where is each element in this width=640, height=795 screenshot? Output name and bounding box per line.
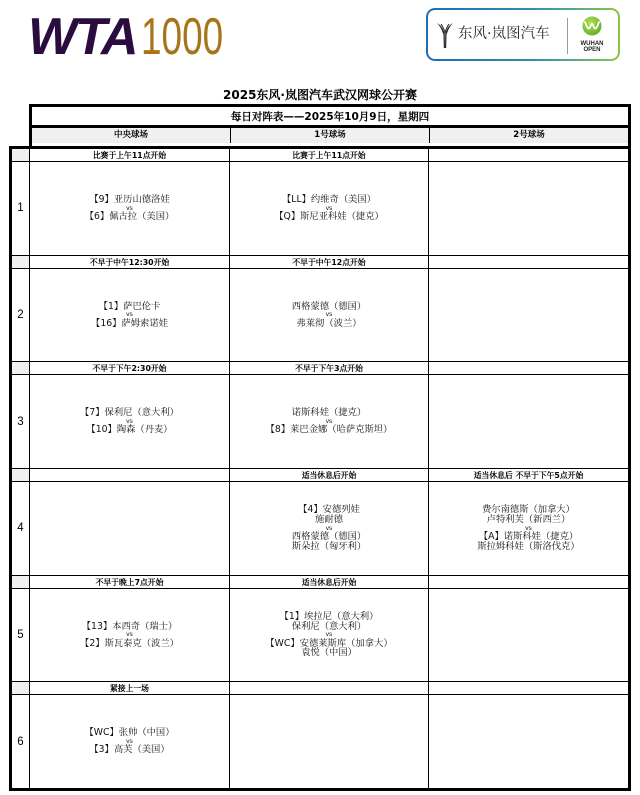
match-row — [12, 482, 628, 575]
court-header-row — [32, 128, 628, 143]
wta-tier-text: 1000 — [140, 8, 223, 66]
wuhan-open-line2: OPEN — [583, 47, 601, 53]
player-line: 西格蒙德（德国） — [291, 531, 367, 543]
player-line: 施耐德 — [315, 514, 343, 525]
match-order-number: 4 — [12, 482, 30, 575]
player-line: 【8】莱巴金娜（哈萨克斯坦） — [265, 424, 393, 436]
order-spacer-cell — [12, 256, 30, 268]
match-row — [12, 589, 628, 682]
player-line: 西格蒙德（德国） — [291, 300, 367, 312]
schedule-header — [29, 104, 631, 149]
player-line: 【13】本西奇（瑞士） — [81, 620, 178, 632]
vs-label: vs — [325, 631, 333, 639]
start-time-row — [12, 256, 628, 269]
player-line: 【9】亚历山德洛娃 — [89, 193, 170, 205]
player-line: 袁悦（中国） — [301, 647, 357, 659]
start-time-cell — [429, 362, 628, 374]
match-order-number: 5 — [12, 589, 30, 682]
order-spacer-cell — [12, 149, 30, 161]
start-time-cell — [230, 682, 429, 694]
court-header-court-2: 2号球场 — [513, 130, 545, 140]
start-time-row — [12, 469, 628, 482]
schedule-block — [12, 256, 628, 363]
start-time-row — [12, 149, 628, 162]
player-line: 斯朵拉（匈牙利） — [291, 540, 367, 552]
match-cell — [30, 375, 230, 468]
start-time-cell: 不早于中午12:30开始 — [30, 256, 230, 268]
sponsor-logo — [426, 8, 620, 61]
vs-label: vs — [126, 204, 133, 212]
match-row — [12, 695, 628, 788]
wta-1000-logo — [28, 8, 256, 66]
order-spacer-cell — [12, 576, 30, 588]
sponsor-logo-inner — [428, 10, 618, 59]
sponsor-divider — [567, 18, 568, 54]
start-time-row — [12, 682, 628, 695]
player-line: 【10】陶森（丹麦） — [86, 424, 173, 436]
match-cell — [30, 482, 230, 575]
wuhan-open-line1: WUHAN — [580, 41, 604, 47]
match-cell — [230, 695, 429, 788]
vs-label: vs — [126, 631, 133, 639]
player-line: 费尔南德斯（加拿大） — [482, 504, 575, 516]
vs-label: vs — [325, 311, 333, 319]
vs-label: vs — [126, 737, 133, 745]
vs-label: vs — [525, 524, 532, 532]
start-time-cell: 比赛于上午11点开始 — [230, 149, 429, 161]
vs-label: vs — [126, 311, 133, 319]
match-cell — [230, 482, 429, 575]
player-line: 【Q】斯尼亚科娃（捷克） — [274, 211, 384, 223]
schedule-body — [9, 146, 631, 791]
start-time-cell: 紧接上一场 — [30, 682, 230, 694]
player-line: 【2】斯瓦泰克（波兰） — [80, 637, 179, 649]
start-time-cell — [30, 469, 230, 481]
match-cell — [230, 162, 429, 255]
start-time-cell: 适当休息后 不早于下午5点开始 — [473, 471, 584, 481]
player-line: 【7】保利尼（意大利） — [80, 407, 179, 419]
start-time-row — [12, 576, 628, 589]
player-line: 斯拉姆科娃（斯洛伐克） — [477, 540, 580, 552]
voyah-y-icon — [436, 21, 454, 49]
start-time-cell: 不早于下午2:30开始 — [30, 362, 230, 374]
start-time-cell — [429, 576, 628, 588]
start-time-cell: 适当休息后开始 — [230, 576, 429, 588]
schedule-block — [12, 362, 628, 469]
player-line: 【WC】张帅（中国） — [84, 727, 175, 739]
match-cell — [429, 482, 628, 575]
tennis-ball-icon — [582, 16, 602, 36]
vs-label: vs — [126, 417, 133, 425]
player-line: 卢特利芙（新西兰） — [486, 514, 571, 525]
match-cell — [30, 695, 230, 788]
player-line: 弗莱彻（波兰） — [296, 317, 362, 329]
player-line: 【16】萨姆索诺娃 — [91, 317, 168, 329]
match-cell — [230, 269, 429, 362]
match-cell — [30, 162, 230, 255]
match-cell — [230, 375, 429, 468]
match-order-number: 6 — [12, 695, 30, 788]
schedule-block — [12, 149, 628, 256]
player-line: 【1】埃拉尼（意大利） — [279, 611, 379, 623]
start-time-cell: 不早于晚上7点开始 — [30, 576, 230, 588]
match-cell — [429, 269, 628, 362]
start-time-cell — [429, 149, 628, 161]
match-cell — [429, 162, 628, 255]
player-line: 保利尼（意大利） — [291, 620, 367, 632]
sponsor-brand-text: 东风·岚图汽车 — [458, 26, 550, 42]
match-row — [12, 375, 628, 468]
player-line: 诺斯科娃（捷克） — [291, 407, 367, 419]
player-line: 【WC】安德莱斯库（加拿大） — [265, 637, 393, 649]
match-cell — [230, 589, 429, 682]
player-line: 【3】高芙（美国） — [89, 744, 170, 756]
order-spacer-cell — [12, 362, 30, 374]
start-time-cell: 比赛于上午11点开始 — [30, 149, 230, 161]
vs-label: vs — [325, 524, 333, 532]
match-order-number: 2 — [12, 269, 30, 362]
match-cell — [30, 269, 230, 362]
player-line: 【6】佩古拉（美国） — [84, 211, 175, 223]
tournament-title: 2025东风·岚图汽车武汉网球公开赛 — [223, 88, 417, 102]
schedule-block — [12, 469, 628, 576]
start-time-cell — [429, 256, 628, 268]
start-time-row — [12, 362, 628, 375]
court-header-center: 中央球场 — [32, 128, 231, 143]
schedule-block — [12, 682, 628, 788]
start-time-cell: 适当休息后开始 — [230, 469, 429, 481]
order-spacer-cell — [12, 682, 30, 694]
schedule-block — [12, 576, 628, 683]
start-time-cell: 不早于下午3点开始 — [230, 362, 429, 374]
match-row — [12, 269, 628, 362]
vs-label: vs — [325, 417, 333, 425]
match-order-number: 3 — [12, 375, 30, 468]
match-cell — [429, 695, 628, 788]
player-line: 【LL】约维奇（美国） — [281, 193, 377, 205]
player-line: 【4】安德列娃 — [298, 504, 360, 516]
match-cell — [429, 589, 628, 682]
player-line: 【1】萨巴伦卡 — [98, 300, 161, 312]
start-time-cell: 不早于中午12点开始 — [230, 256, 429, 268]
order-spacer-cell — [12, 469, 30, 481]
wta-logo-text: WTA — [28, 8, 137, 66]
vs-label: vs — [325, 204, 333, 212]
player-line: 【A】诺斯科娃（捷克） — [478, 531, 579, 543]
match-cell — [30, 589, 230, 682]
match-row — [12, 162, 628, 255]
match-cell — [429, 375, 628, 468]
start-time-cell — [429, 682, 628, 694]
schedule-date-title: 每日对阵表——2025年10月9日，星期四 — [32, 107, 628, 128]
match-order-number: 1 — [12, 162, 30, 255]
court-header-court-1: 1号球场 — [231, 128, 430, 143]
